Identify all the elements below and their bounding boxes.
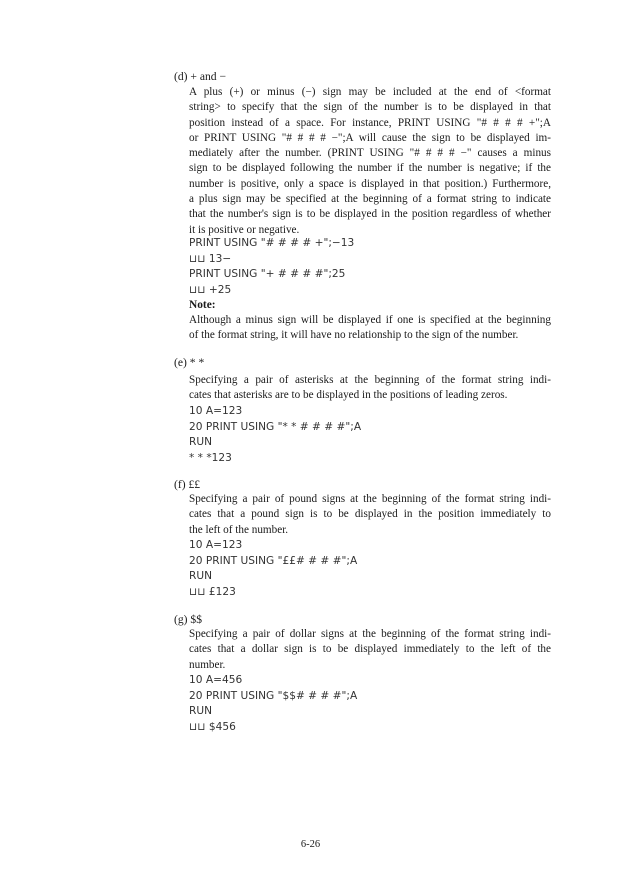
code-line: 20 PRINT USING "££# # # #";A [189, 554, 358, 567]
section-g-heading: (g) $$ [174, 613, 203, 626]
section-d-line: it is positive or negative. [189, 223, 300, 236]
code-line: 10 A=456 [189, 674, 243, 686]
section-e-line: Specifying a pair of asterisks at the beginning of the format string indi- [189, 374, 551, 386]
section-g-code [189, 673, 357, 735]
section-f-body [189, 492, 551, 538]
section-d-line: that the number's sign is to be displayed in the position regardless of whether [189, 208, 551, 221]
code-line: ⊔⊔ $456 [189, 720, 236, 733]
code-line: PRINT USING "# # # # +";−13 [189, 237, 355, 249]
section-d-line: position instead of a space. For instance, PRINT USING "# # # # +";A [189, 116, 551, 129]
note-title: Note: [189, 299, 216, 311]
section-d-line: A plus (+) or minus (−) sign may be included at the end of <format [189, 86, 551, 98]
code-line: 20 PRINT USING "* * # # # #";A [189, 420, 362, 433]
section-f-heading: (f) ££ [174, 478, 201, 491]
code-line: * * *123 [189, 451, 232, 464]
code-line: 20 PRINT USING "$$# # # #";A [189, 689, 358, 702]
section-d-heading: (d) + and − [174, 70, 227, 83]
section-f-code [189, 538, 357, 600]
section-f-line: Specifying a pair of pound signs at the beginning of the format string indi- [189, 493, 551, 505]
section-e-body [189, 373, 551, 404]
code-line: RUN [189, 705, 213, 717]
section-d-code [189, 236, 354, 298]
page-number: 6-26 [300, 839, 321, 850]
section-f-line: cates that a pound sign is to be displayed in the position immediately to [189, 508, 551, 521]
section-e-line: cates that asterisks are to be displayed in the positions of leading zeros. [189, 389, 508, 402]
section-g-line: Specifying a pair of dollar signs at the beginning of the format string indi- [189, 628, 551, 640]
section-f-line: the left of the number. [189, 523, 289, 536]
code-line: ⊔⊔ +25 [189, 283, 232, 296]
section-d-line: sign to be displayed following the number if the number is negative; if the [189, 162, 551, 175]
code-line: RUN [189, 570, 213, 582]
section-d-line: string> to specify that the sign of the number is to be displayed in that [189, 101, 551, 114]
code-line: ⊔⊔ £123 [189, 585, 236, 598]
section-d-body [189, 85, 551, 238]
code-line: 10 A=123 [189, 405, 243, 417]
code-line: 10 A=123 [189, 539, 243, 551]
section-g-line: number. [189, 658, 226, 671]
section-g-body [189, 627, 551, 673]
note-body [189, 313, 551, 344]
section-d-line: mediately after the number. (PRINT USING "# # # # −" causes a minus [189, 147, 551, 160]
code-line: RUN [189, 436, 213, 448]
section-e-heading: (e) * * [174, 356, 205, 369]
section-d-line: number is positive, only a space is displayed in that position.) Furthermore, [189, 177, 551, 190]
section-g-line: cates that a dollar sign is to be displayed immediately to the left of the [189, 643, 551, 656]
code-line: PRINT USING "+ # # # #";25 [189, 268, 346, 280]
section-d-line: or PRINT USING "# # # # −";A will cause the sign to be displayed im- [189, 131, 551, 144]
code-line: ⊔⊔ 13− [189, 252, 232, 265]
section-d-line: a plus sign may be specified at the beginning of a format string to indicate [189, 193, 551, 206]
note-line: of the format string, it will have no relationship to the sign of the number. [189, 329, 519, 342]
note-line: Although a minus sign will be displayed if one is specified at the beginning [189, 314, 551, 326]
section-e-code [189, 404, 361, 466]
